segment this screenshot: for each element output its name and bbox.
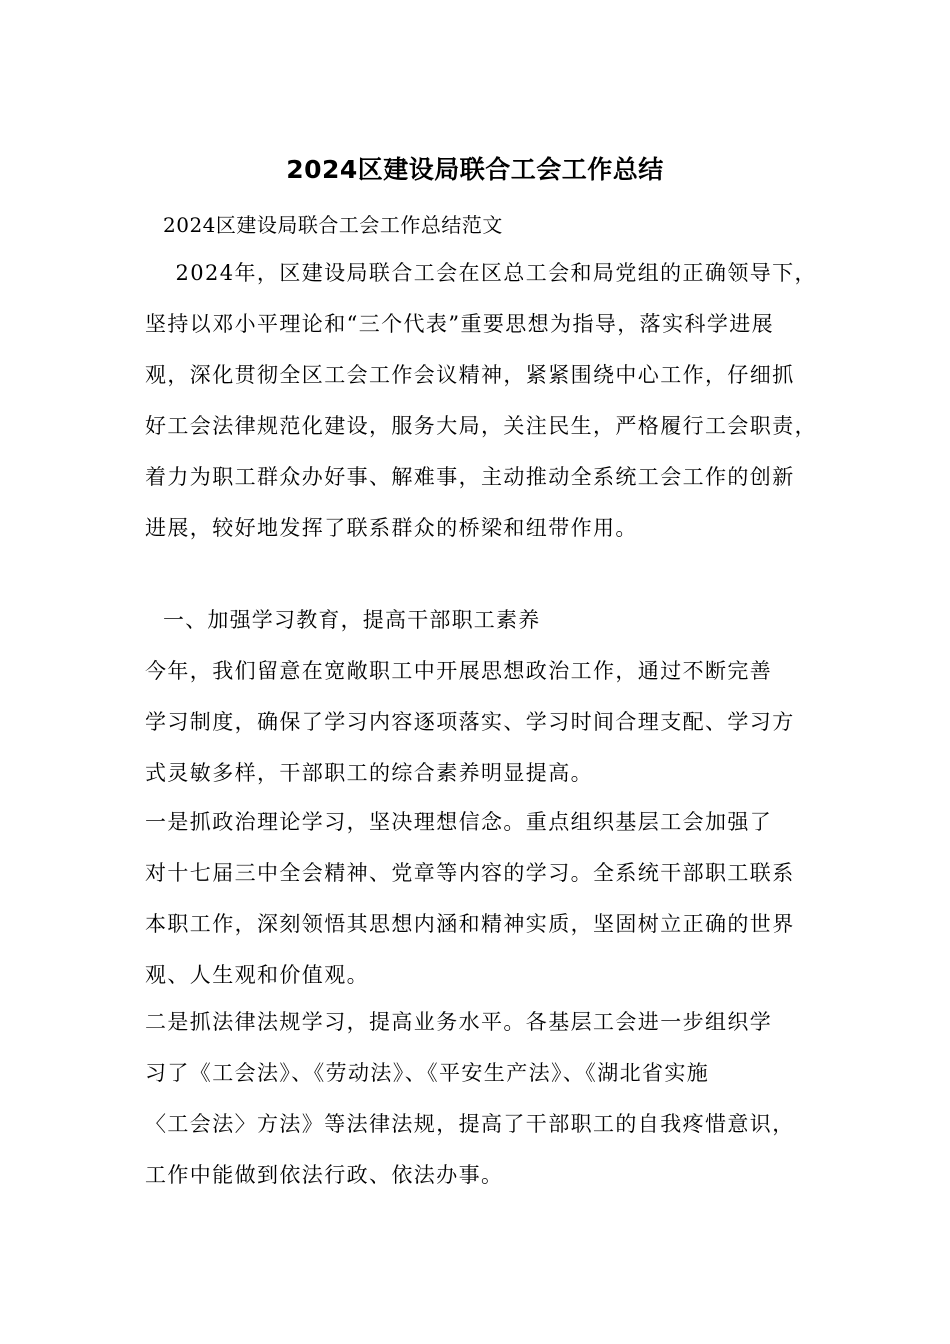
document-title: 2024区建设局联合工会工作总结: [286, 155, 664, 184]
text-line: 对十七届三中全会精神、党章等内容的学习。全系统干部职工联系: [145, 861, 795, 885]
text-line: 坚持以邓小平理论和“三个代表”重要思想为指导，落实科学进展: [145, 312, 775, 336]
text-line: 工作中能做到依法行政、依法办事。: [145, 1163, 504, 1187]
section-heading: 一、加强学习教育，提高干部职工素养: [163, 608, 541, 632]
text-line: 习了《工会法》、《劳动法》、《平安生产法》、《湖北省实施: [145, 1061, 710, 1085]
text-line: 式灵敏多样，干部职工的综合素养明显提高。: [145, 761, 593, 785]
point-two-paragraph: [145, 997, 835, 1201]
text-line: 观、人生观和价值观。: [145, 963, 369, 987]
text-line: 2024年，区建设局联合工会在区总工会和局党组的正确领导下，: [145, 261, 817, 285]
text-line: 着力为职工群众办好事、解难事，主动推动全系统工会工作的创新: [145, 465, 795, 489]
text-line: 进展，较好地发挥了联系群众的桥梁和纽带作用。: [145, 516, 638, 540]
text-line: 今年，我们留意在宽敞职工中开展思想政治工作，通过不断完善: [145, 659, 773, 683]
document-subtitle: 2024区建设局联合工会工作总结范文: [163, 213, 503, 237]
text-line: 本职工作，深刻领悟其思想内涵和精神实质，坚固树立正确的世界: [145, 912, 795, 936]
text-line: 好工会法律规范化建设，服务大局，关注民生，严格履行工会职责，: [145, 414, 817, 438]
point-one-paragraph: [145, 797, 835, 1001]
section-paragraph: [145, 646, 835, 799]
text-line: 一是抓政治理论学习，坚决理想信念。重点组织基层工会加强了: [145, 810, 773, 834]
text-line: 二是抓法律法规学习，提高业务水平。各基层工会进一步组织学: [145, 1010, 773, 1034]
text-line: 观，深化贯彻全区工会工作会议精神，紧紧围绕中心工作，仔细抓: [145, 363, 795, 387]
text-line: 〈工会法〉方法》等法律法规，提高了干部职工的自我疼惜意识，: [145, 1112, 795, 1136]
text-line: 学习制度，确保了学习内容逐项落实、学习时间合理支配、学习方: [145, 710, 795, 734]
intro-paragraph: [145, 248, 835, 554]
